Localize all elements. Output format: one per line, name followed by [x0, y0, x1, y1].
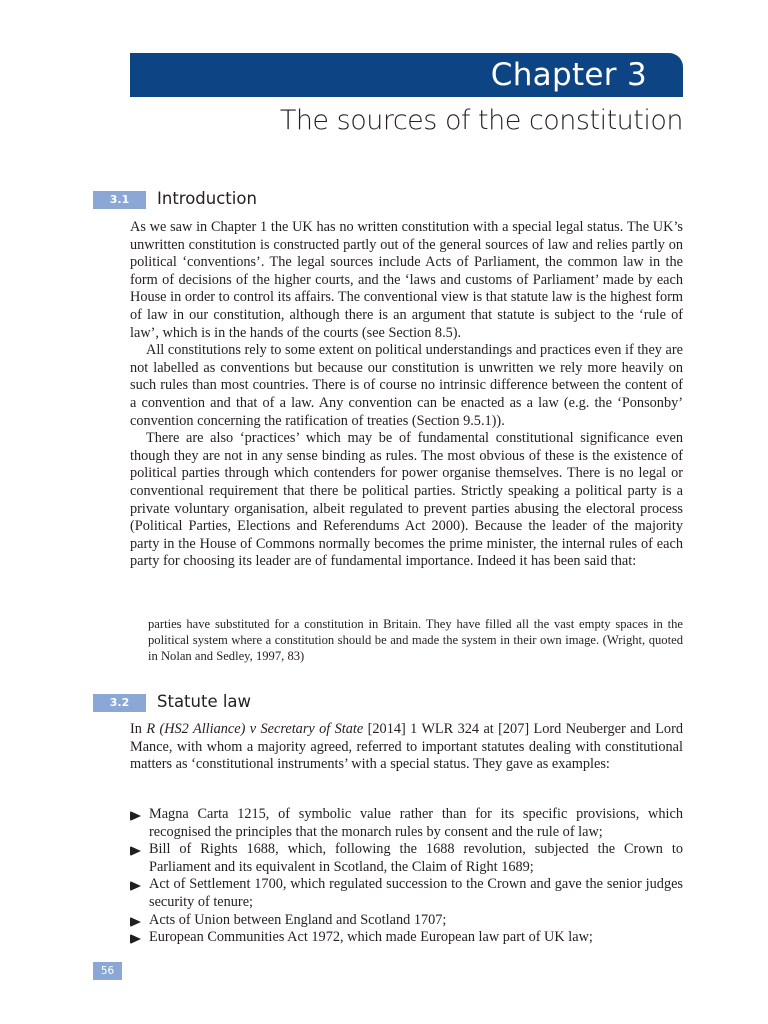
triangle-bullet-icon: [130, 934, 141, 944]
paragraph: All constitutions rely to some extent on political understandings and practices even if they are not labelled as conventions but because our constitution is unwritten we rely more heavily on such rules than most countries. There is of course no intrinsic difference between the content of a convention and that of a law. Any convention can be enacted as a law (e.g. the ‘Ponsonby’ convention concerning the ratification of treaties (Section 9.5.1)).: [130, 342, 683, 429]
section-number-badge: 3.1: [93, 191, 146, 209]
case-citation: R (HS2 Alliance) v Secretary of State: [146, 721, 364, 737]
paragraph: [130, 721, 683, 774]
list-item-text: Act of Settlement 1700, which regulated succession to the Crown and gave the senior judges security of tenure;: [149, 876, 683, 910]
chapter-label: Chapter 3: [490, 57, 647, 93]
section-title: Statute law: [157, 692, 252, 711]
list-item-text: Bill of Rights 1688, which, following the 1688 revolution, subjected the Crown to Parliament and its equivalent in Scotland, the Claim of Right 1689;: [149, 841, 683, 875]
triangle-bullet-icon: [130, 881, 141, 891]
list-item: [130, 929, 683, 947]
list-item: [130, 806, 683, 841]
triangle-bullet-icon: [130, 917, 141, 927]
page-number: 56: [93, 962, 122, 980]
intro-prefix: In: [130, 721, 147, 737]
triangle-bullet-icon: [130, 846, 141, 856]
list-item-text: European Communities Act 1972, which made European law part of UK law;: [149, 929, 593, 946]
paragraph: As we saw in Chapter 1 the UK has no written constitution with a special legal status. The UK’s unwritten constitution is constructed partly out of the general sources of law and relies partly on political ‘conventions’. The legal sources include Acts of Parliament, the common law in the form of decisions of the higher courts, and the ‘laws and customs of Parliament’ made by each House in order to control its affairs. The conventional view is that statute law is the highest form of law in our constitution, although there is an argument that statute is subject to the ‘rule of law’, which is in the hands of the courts (see Section 8.5).: [130, 219, 683, 341]
constitutional-instruments-list: [130, 806, 683, 947]
paragraph: There are also ‘practices’ which may be of fundamental constitutional significance even though they are not in any sense binding as rules. The most obvious of these is the existence of political parties through which contenders for power organise themselves. There is no legal or conventional requirement that there be political parties. Strictly speaking a political party is a private voluntary organisation, albeit regulated to prevent parties abusing the electoral process (Political Parties, Elections and Referendums Act 2000). Because the leader of the majority party in the House of Commons normally becomes the prime minister, the internal rules of each party for choosing its leader are of fundamental importance. Indeed it has been said that:: [130, 430, 683, 570]
section-title: Introduction: [157, 189, 257, 208]
list-item-text: Magna Carta 1215, of symbolic value rather than for its specific provisions, which recognised the principles that the monarch rules by consent and the rule of law;: [149, 806, 683, 840]
block-quote: parties have substituted for a constitution in Britain. They have filled all the vast empty spaces in the political system where a constitution should be and made the system in their own image. (Wright, quoted in Nolan and Sedley, 1997, 83): [148, 617, 683, 663]
section-3-2-body: [130, 721, 683, 774]
chapter-title: The sources of the constitution: [279, 105, 683, 136]
intro-rest: [2014] 1 WLR 324 at [207] Lord Neuberger and Lord Mance, with whom a majority agreed, referred to important statutes dealing with constitutional matters as ‘constitutional instruments’ with a special status. They gave as examples:: [130, 721, 683, 773]
list-item-text: Acts of Union between England and Scotland 1707;: [149, 911, 447, 928]
section-number-badge: 3.2: [93, 694, 146, 712]
list-item: [130, 876, 683, 911]
list-item: [130, 912, 683, 930]
section-3-1-body: [130, 219, 683, 571]
list-item: [130, 841, 683, 876]
chapter-banner: [130, 53, 683, 97]
triangle-bullet-icon: [130, 811, 141, 821]
